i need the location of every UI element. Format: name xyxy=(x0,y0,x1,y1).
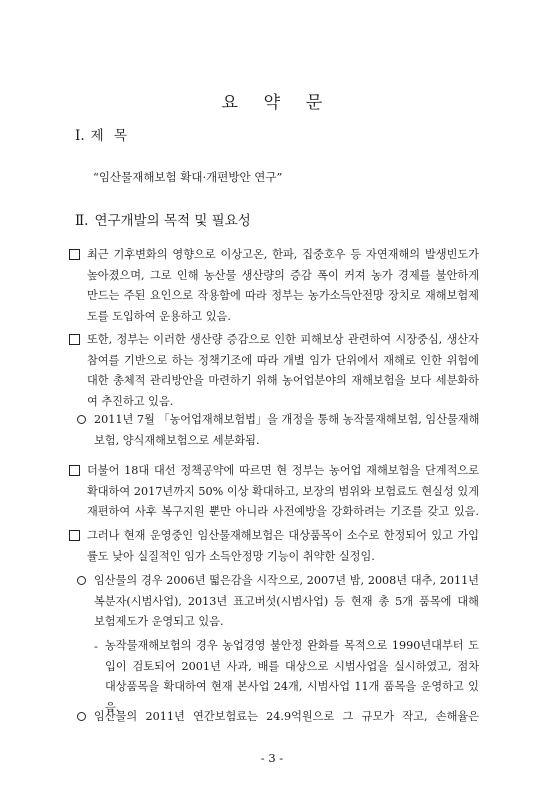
item-text xyxy=(94,571,479,633)
page-number: - 3 - xyxy=(260,751,284,765)
item-line: 복분자(시범사업), 2013년 표고버섯(시범사업) 등 현재 총 5개 품목에 대해 xyxy=(94,594,479,608)
item-line: 확대하여 2017년까지 50% 이상 확대하고, 보장의 범위와 보험료도 현실성 있게 xyxy=(87,484,479,498)
subject-title: “임산물재해보험 확대·개편방안 연구” xyxy=(93,170,283,184)
item-line: 대상품목을 확대하여 현재 본사업 24개, 시범사업 11개 품목을 운영하고 있 xyxy=(105,680,479,694)
item-text xyxy=(87,330,479,412)
item-line: 음. xyxy=(105,700,120,714)
item-line: 여 추진하고 있음. xyxy=(87,394,174,408)
item-line: 재편하여 사후 복구지원 뿐만 아니라 사전예방을 강화하려는 기조를 갖고 있음. xyxy=(87,505,479,519)
circle-bullet-icon xyxy=(77,707,86,728)
item-line: 2011년 7월 「농어업재해보험법」을 개정을 통해 농작물재해보험, 임산물재해 xyxy=(94,413,480,426)
item-line: 높아졌으며, 그로 인해 농산물 생산량의 증감 폭이 커져 농가 경제를 불안하게 xyxy=(87,268,479,282)
list-item xyxy=(69,526,479,567)
list-item xyxy=(77,410,479,451)
section-heading-1 xyxy=(75,124,127,144)
list-item xyxy=(69,245,479,327)
item-line: 더불어 18대 대선 정책공약에 따르면 현 정부는 농어업 재해보험을 단계적으로 xyxy=(87,464,479,477)
item-line: 그러나 현재 운영중인 임산물재해보험은 대상품목이 소수로 한정되어 있고 가입 xyxy=(87,529,479,542)
item-line: 입이 검토되어 2001년 사과, 배를 대상으로 시범사업을 실시하였고, 점차 xyxy=(105,659,479,673)
item-text xyxy=(94,707,479,728)
item-line: 임산물의 2011년 연간보험료는 24.9억원으로 그 규모가 작고, 손해율은 xyxy=(94,710,479,723)
square-bullet-icon xyxy=(69,245,80,266)
list-item xyxy=(69,330,479,412)
item-line: 농작물재해보험의 경우 농업경영 불안정 완화를 목적으로 1990년대부터 도 xyxy=(105,639,479,652)
item-line: 만드는 주된 요인으로 작용함에 따라 정부는 농가소득안전망 장치로 재해보험제 xyxy=(87,289,479,303)
list-item xyxy=(77,707,479,728)
square-bullet-icon xyxy=(69,330,80,351)
circle-bullet-icon xyxy=(77,410,86,431)
item-line: 보험, 양식재해보험으로 세분화됨. xyxy=(94,433,260,447)
document-title: 요 약 문 xyxy=(221,93,323,113)
item-line: 률도 낮아 실질적인 임가 소득안정망 기능이 취약한 실정임. xyxy=(87,549,375,563)
item-text xyxy=(87,461,479,523)
section-number-1: Ⅰ. xyxy=(75,128,85,144)
circle-bullet-icon xyxy=(77,571,86,592)
list-item xyxy=(77,571,479,633)
item-line: 또한, 정부는 이러한 생산량 증감으로 인한 피해보상 관련하여 시장중심, 생산자 xyxy=(87,333,479,346)
item-line: 임산물의 경우 2006년 떫은감을 시작으로, 2007년 밤, 2008년 대추, 2011년 xyxy=(94,574,479,587)
square-bullet-icon xyxy=(69,526,80,547)
list-item xyxy=(69,461,479,523)
item-line: 도를 도입하여 운용하고 있음. xyxy=(87,309,231,323)
item-line: 보험제도가 운영되고 있음. xyxy=(94,615,224,629)
item-text xyxy=(94,410,479,451)
square-bullet-icon xyxy=(69,461,80,482)
section-number-2: Ⅱ. xyxy=(75,213,89,229)
section-title-1: 제 목 xyxy=(90,128,127,144)
section-title-2: 연구개발의 목적 및 필요성 xyxy=(94,213,251,229)
section-heading-2 xyxy=(75,209,251,229)
item-line: 참여를 기반으로 하는 정책기조에 따라 개별 임가 단위에서 재해로 인한 위험에 xyxy=(87,353,479,367)
item-line: 대한 총체적 관리방안을 마련하기 위해 농어업분야의 재해보험을 보다 세분화하 xyxy=(87,374,479,388)
item-text xyxy=(87,526,479,567)
item-line: 최근 기후변화의 영향으로 이상고온, 한파, 집중호우 등 자연재해의 발생빈도가 xyxy=(87,248,479,261)
item-text xyxy=(87,245,479,327)
dash-bullet: - xyxy=(94,639,98,653)
